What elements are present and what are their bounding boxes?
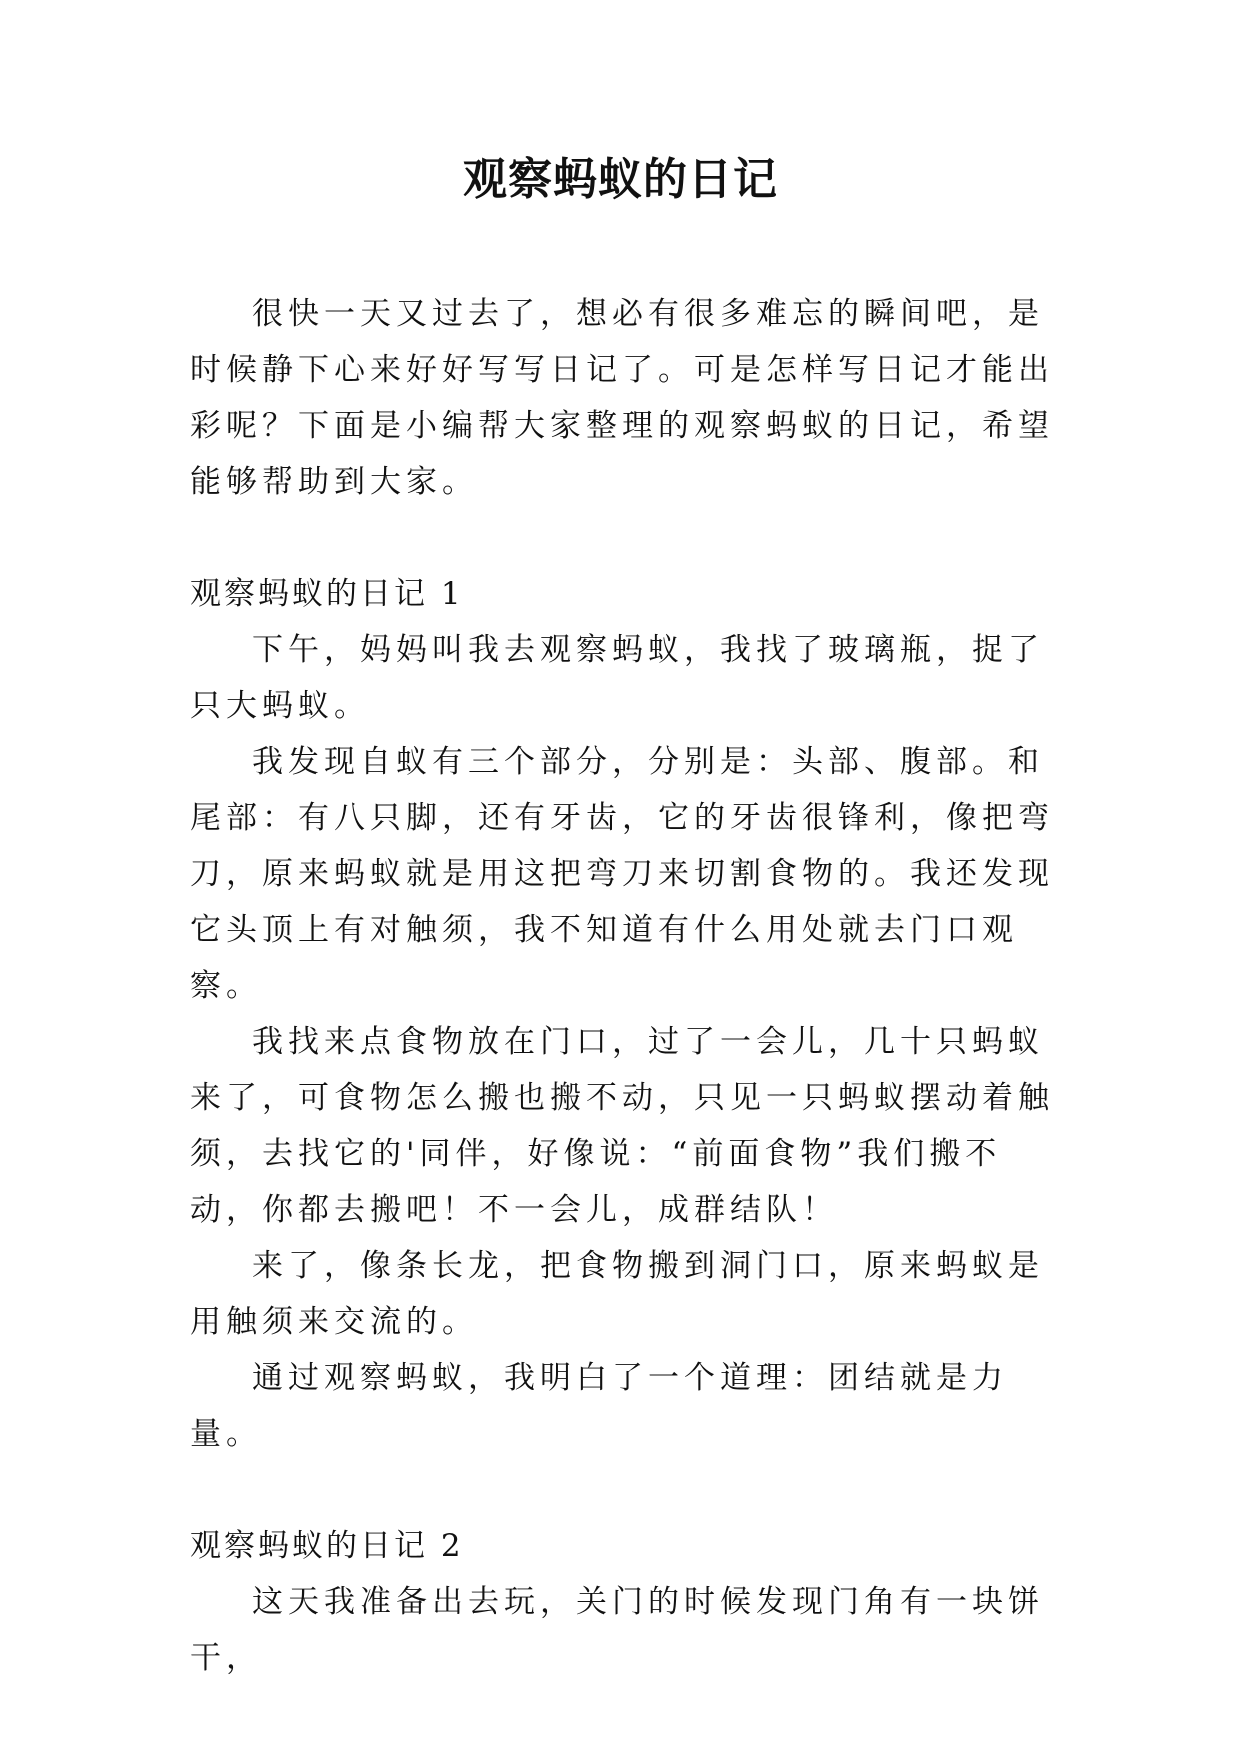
document-body [190, 286, 1060, 1686]
section-gap [190, 1462, 1060, 1518]
document-title: 观察蚂蚁的日记 [463, 154, 778, 205]
intro-paragraph: 很快一天又过去了，想必有很多难忘的瞬间吧，是时候静下心来好好写写日记了。可是怎样写日记才能出彩呢？下面是小编帮大家整理的观察蚂蚁的日记，希望能够帮助到大家。 [190, 296, 1054, 500]
section-1-paragraph-5: 通过观察蚂蚁，我明白了一个道理：团结就是力量。 [190, 1360, 1008, 1452]
section-2-paragraph-1: 这天我准备出去玩，关门的时候发现门角有一块饼干， [190, 1584, 1044, 1676]
section-1-paragraph-4: 来了，像条长龙，把食物搬到洞门口，原来蚂蚁是用触须来交流的。 [190, 1248, 1044, 1340]
section-gap [190, 510, 1060, 566]
section-1-paragraph-3: 我找来点食物放在门口，过了一会儿，几十只蚂蚁来了，可食物怎么搬也搬不动，只见一只蚂蚁摆动着触须，去找它的'同伴，好像说：“前面食物”我们搬不动，你都去搬吧！不一会儿，成群结队！ [190, 1024, 1054, 1228]
section-1-paragraph-2: 我发现自蚁有三个部分，分别是：头部、腹部。和尾部：有八只脚，还有牙齿，它的牙齿很锋利，像把弯刀，原来蚂蚁就是用这把弯刀来切割食物的。我还发现它头顶上有对触须，我不知道有什么用处就去门口观察。 [190, 744, 1054, 1004]
section-1-paragraph-1: 下午，妈妈叫我去观察蚂蚁，我找了玻璃瓶，捉了只大蚂蚁。 [190, 632, 1044, 724]
section-heading-1: 观察蚂蚁的日记 1 [190, 576, 464, 612]
section-heading-2: 观察蚂蚁的日记 2 [190, 1528, 464, 1564]
